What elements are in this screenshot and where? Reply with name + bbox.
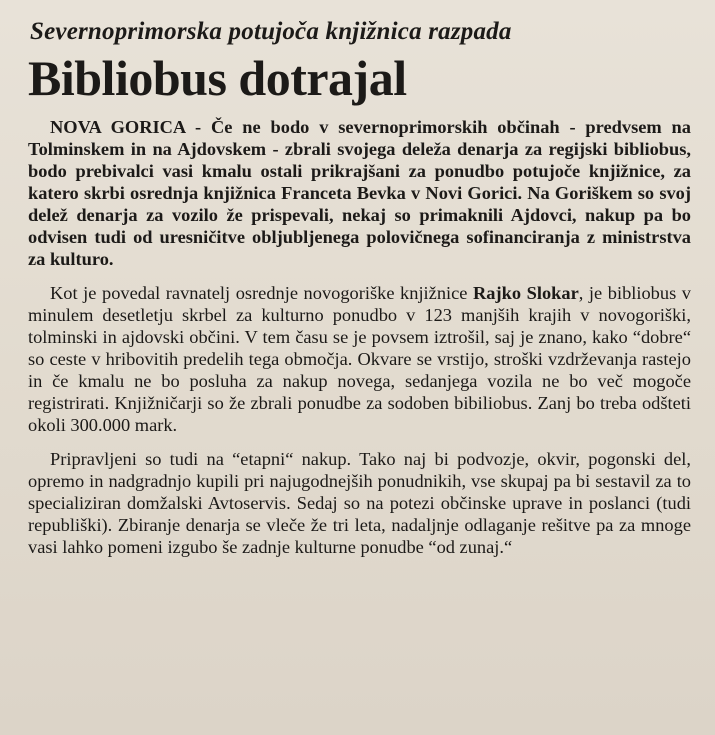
lead-paragraph: [28, 116, 691, 270]
person-name: Rajko Slokar: [473, 283, 579, 303]
paragraph-2-after: , je bibliobus v minulem desetletju skrbel za kulturno ponudbo v 123 manjših krajih v novogoriški, tolminski in ajdovski občini. V tem času se je povsem iztrošil, saj je znano, kako “dobre“ so ceste v hribovitih predelih tega območja. Okvare se vrstijo, stroški vzdrževanja rastejo in če kmalu ne bo posluha za nakup novega, sedanjega vozila ne bo več mogoče registrirati. Knjižničarji so že zbrali ponudbe za sodoben bibiliobus. Zanj bo treba odšteti okoli 300.000 mark.: [28, 283, 691, 435]
body-paragraph-2: [28, 282, 691, 436]
article-headline: Bibliobus dotrajal: [28, 50, 407, 106]
paragraph-2-before: Kot je povedal ravnatelj osrednje novogoriške knjižnice: [50, 283, 474, 303]
lead-text: - Če ne bodo v severnoprimorskih občinah - predvsem na Tolminskem in na Ajdovskem - zbrali svojega deleža denarja za regijski bibliobus, bodo prebivalci vasi kmalu ostali prikrajšani za ponudbo potujoče knjižnice, za katero skrbi osrednja knjižnica Franceta Bevka v Novi Gorici. Na Goriškem so svoj delež denarja za vozilo že prispevali, nekaj so primaknili Ajdovci, nakup pa bo odvisen tudi od uresničitve obljubljenega polovičnega sofinanciranja z ministrstva za kulturo.: [28, 117, 691, 269]
dateline: NOVA GORICA: [50, 117, 186, 137]
article-kicker: Severnoprimorska potujoča knjižnica razpada: [30, 18, 512, 45]
body-paragraph-3: Pripravljeni so tudi na “etapni“ nakup. Tako naj bi podvozje, okvir, pogonski del, opremo in nadgradnjo kupili pri najugodnejših ponudnikih, vse skupaj pa bi sestavil za to specializiran domžalski Avtoservis. Sedaj so na potezi občinske uprave in poslanci (tudi republiški). Zbiranje denarja se vleče že tri leta, nadaljnje odlaganje rešitve pa za mnoge vasi lahko pomeni izgubo še zadnje kulturne ponudbe “od zunaj.“: [28, 449, 691, 557]
